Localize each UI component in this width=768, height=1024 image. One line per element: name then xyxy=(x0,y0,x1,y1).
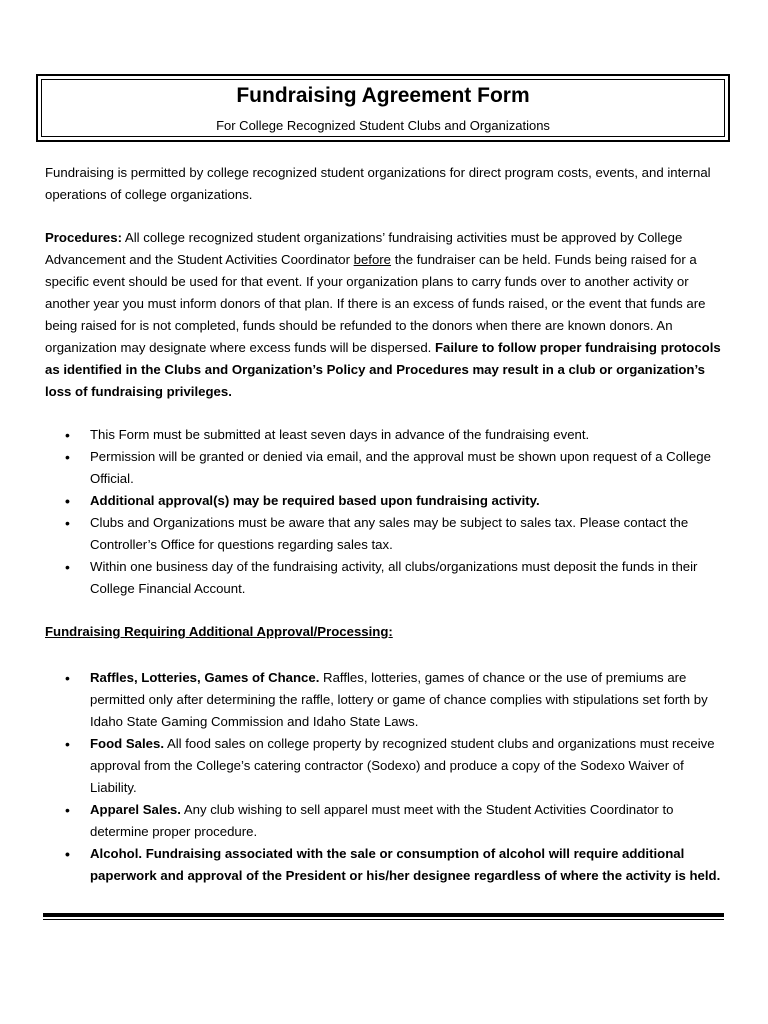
procedures-paragraph xyxy=(45,227,725,403)
section-heading: Fundraising Requiring Additional Approval/Processing: xyxy=(45,624,393,639)
footer-rule-thick xyxy=(43,913,724,917)
list-item xyxy=(45,799,725,843)
list-item xyxy=(45,843,725,887)
title-box xyxy=(36,74,730,142)
category-label: Apparel Sales. xyxy=(90,802,181,817)
procedures-label: Procedures: xyxy=(45,230,122,245)
procedures-warning: Failure to follow proper fundraising protocols as identified in the Clubs and Organization’s Policy and Procedures may result in a club or organization’s loss of fundraising privileges. xyxy=(45,340,721,399)
form-title: Fundraising Agreement Form xyxy=(236,84,530,107)
category-text: Any club wishing to sell apparel must meet with the Student Activities Coordinator to determine proper procedure. xyxy=(90,802,674,839)
list-item: • Additional approval(s) may be required based upon fundraising activity. xyxy=(45,490,725,512)
list-item xyxy=(45,733,725,799)
category-label: Alcohol. xyxy=(90,846,143,861)
form-subtitle: For College Recognized Student Clubs and Organizations xyxy=(216,118,550,133)
procedures-text-a: All college recognized student organizations’ fundraising activities must be approved by College Advancement and the Student Activities Coordinator xyxy=(45,230,683,267)
footer-rule-thin xyxy=(43,919,724,920)
list-item: • Permission will be granted or denied via email, and the approval must be shown upon request of a College Official. xyxy=(45,446,725,490)
procedures-text-b: the fundraiser can be held. Funds being raised for a specific event should be used for that event. If your organization plans to carry funds over to another activity or another year you must inform donors of that plan. If there is an excess of funds raised, or the event that funds are being raised for is not completed, funds should be refunded to the donors when there are known donors. An organization may designate where excess funds will be dispersed. xyxy=(45,252,706,355)
list-item xyxy=(45,667,725,733)
list-item: • This Form must be submitted at least seven days in advance of the fundraising event. xyxy=(45,424,725,446)
category-label: Food Sales. xyxy=(90,736,165,751)
category-text: Raffles, lotteries, games of chance or the use of premiums are permitted only after determining the raffle, lottery or game of chance complies with stipulations set forth by Idaho State Gaming Commission and Idaho State Laws. xyxy=(90,670,708,729)
category-text: All food sales on college property by recognized student clubs and organizations must receive approval from the College’s catering contractor (Sodexo) and produce a copy of the Sodexo Waiver of Liability. xyxy=(90,736,715,795)
categories-list xyxy=(45,667,725,887)
intro-paragraph: Fundraising is permitted by college recognized student organizations for direct program costs, events, and internal operations of college organizations. xyxy=(45,165,711,202)
category-label: Raffles, Lotteries, Games of Chance. xyxy=(90,670,320,685)
category-text: Fundraising associated with the sale or consumption of alcohol will require additional paperwork and approval of the President or his/her designee regardless of where the activity is held. xyxy=(90,846,721,883)
rules-list xyxy=(45,424,725,600)
procedures-before: before xyxy=(353,252,392,267)
list-item: • Within one business day of the fundraising activity, all clubs/organizations must deposit the funds in their College Financial Account. xyxy=(45,556,725,600)
list-item: • Clubs and Organizations must be aware that any sales may be subject to sales tax. Please contact the Controller’s Office for questions regarding sales tax. xyxy=(45,512,725,556)
